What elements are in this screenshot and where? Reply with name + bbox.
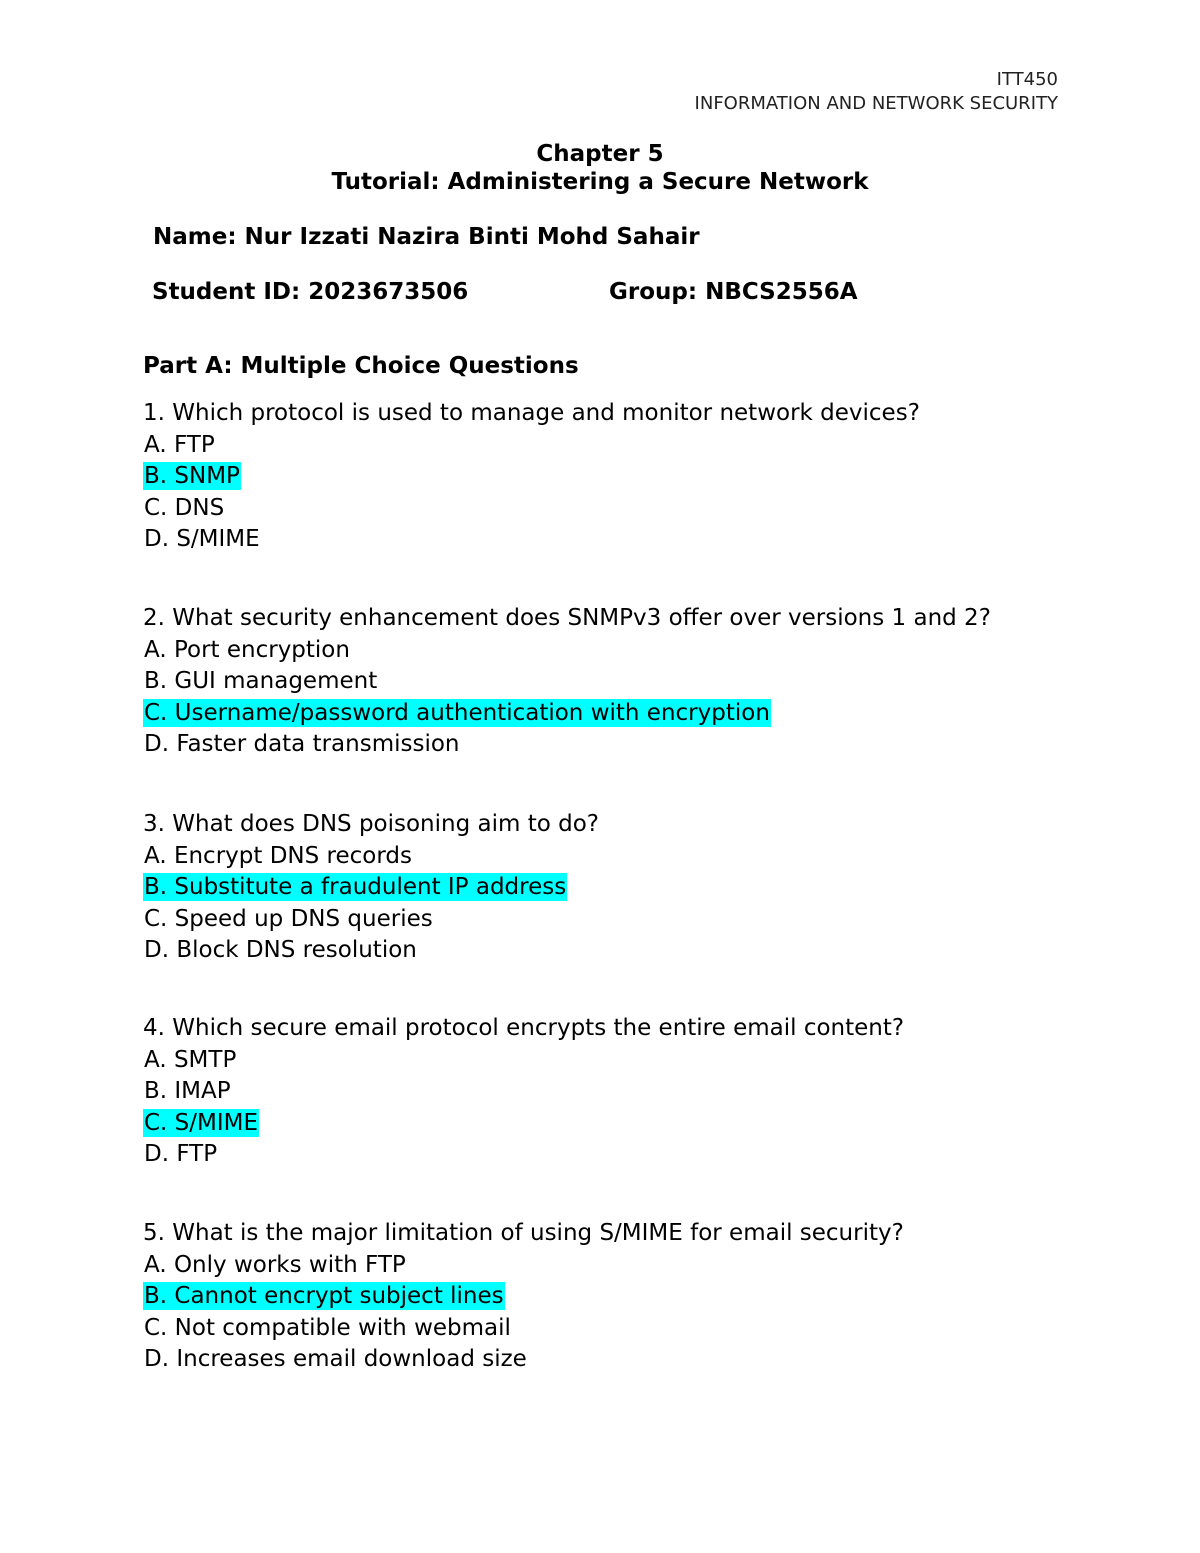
- option-c: C. Speed up DNS queries: [144, 905, 433, 932]
- question-text: 1. Which protocol is used to manage and monitor network devices?: [143, 400, 920, 426]
- option-b-highlighted: B. Cannot encrypt subject lines: [144, 1283, 504, 1309]
- student-name: Name: Nur Izzati Nazira Binti Mohd Sahair: [153, 224, 700, 250]
- option-c-highlighted: C. Username/password authentication with encryption: [144, 699, 770, 726]
- option-d: D. FTP: [144, 1141, 218, 1167]
- option-c-highlighted: C. S/MIME: [144, 1109, 259, 1136]
- student-group: Group: NBCS2556A: [609, 279, 858, 305]
- question-4: [143, 1013, 904, 1171]
- question-text: 4. Which secure email protocol encrypts the entire email content?: [143, 1015, 905, 1041]
- option-a: A. FTP: [144, 431, 215, 458]
- option-b-highlighted: B. Substitute a fraudulent IP address: [144, 874, 567, 900]
- course-name: INFORMATION AND NETWORK SECURITY: [694, 93, 1058, 114]
- question-3: [143, 809, 599, 967]
- page-header: [695, 68, 1058, 116]
- question-text: 5. What is the major limitation of using S/MIME for email security?: [143, 1220, 904, 1246]
- option-a: A. Port encryption: [144, 636, 350, 663]
- chapter-title: Chapter 5: [536, 141, 664, 167]
- option-d: D. Increases email download size: [144, 1346, 527, 1372]
- question-2: [143, 603, 991, 761]
- question-5: [143, 1218, 904, 1376]
- option-a: A. SMTP: [144, 1046, 237, 1073]
- option-d: D. S/MIME: [144, 526, 260, 552]
- option-c: C. DNS: [144, 494, 225, 521]
- option-b: B. IMAP: [144, 1078, 231, 1104]
- option-b-highlighted: B. SNMP: [144, 463, 240, 489]
- option-d: D. Faster data transmission: [144, 731, 460, 757]
- option-a: A. Only works with FTP: [144, 1251, 406, 1278]
- student-id: Student ID: 2023673506: [152, 279, 469, 305]
- option-c: C. Not compatible with webmail: [144, 1314, 511, 1341]
- option-a: A. Encrypt DNS records: [144, 842, 412, 869]
- option-b: B. GUI management: [144, 668, 378, 694]
- section-title: Part A: Multiple Choice Questions: [143, 353, 579, 379]
- course-code: ITT450: [996, 69, 1058, 90]
- tutorial-title: Tutorial: Administering a Secure Network: [331, 169, 869, 195]
- question-text: 3. What does DNS poisoning aim to do?: [143, 811, 599, 837]
- document-title: [0, 140, 1200, 196]
- option-d: D. Block DNS resolution: [144, 937, 417, 963]
- question-1: [143, 398, 920, 556]
- question-text: 2. What security enhancement does SNMPv3 offer over versions 1 and 2?: [143, 605, 991, 631]
